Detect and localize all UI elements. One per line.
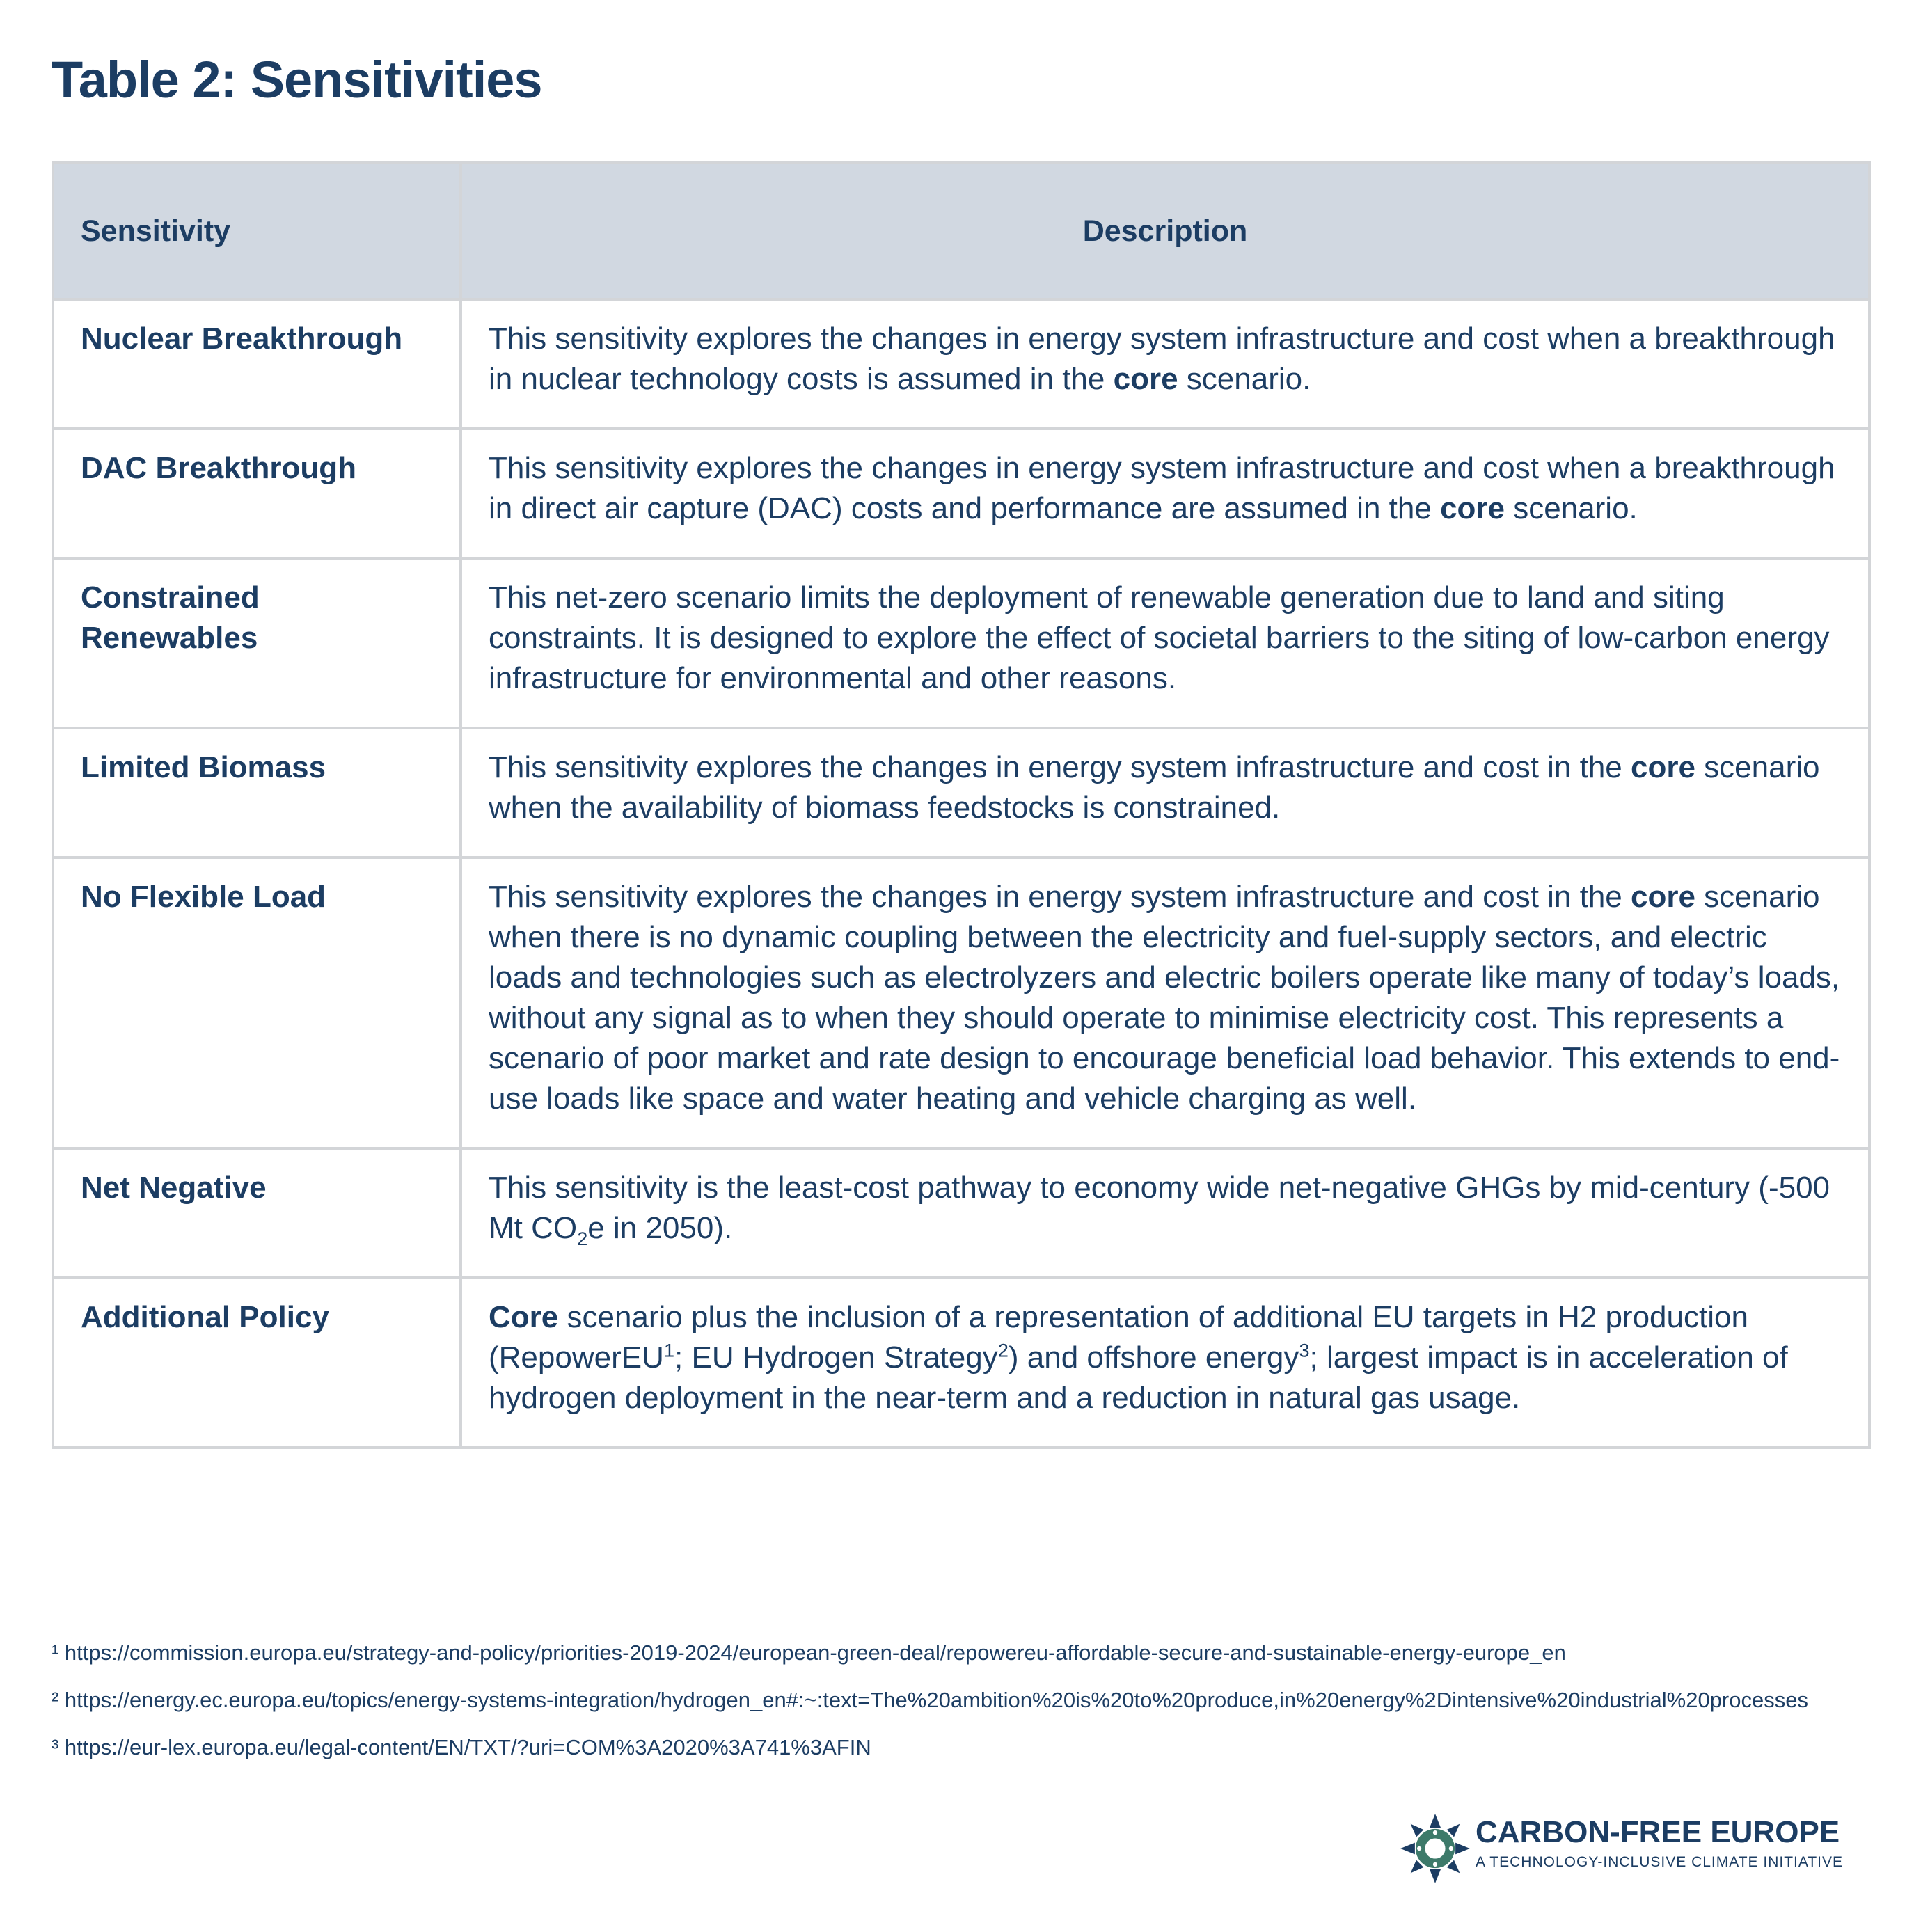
description-text: core: [1631, 750, 1695, 784]
description-text: This sensitivity explores the changes in energy system infrastructure and cost when a breakthrough in nuclear technology costs is assumed in the: [489, 322, 1835, 396]
table-body: [53, 299, 1869, 1448]
description-text: e in 2050).: [587, 1211, 733, 1245]
description-text: scenario when there is no dynamic coupling between the electricity and fuel-supply sectors, and electric loads and technologies such as electrolyzers and electric boilers operate like many of today’s loads, without any signal as to when they should operate to minimise electricity cost. This represents a scenario of poor market and rate design to encourage beneficial load behavior. This extends to end-use loads like space and water heating and vehicle charging as well.: [489, 880, 1840, 1116]
sensitivity-description: [461, 1148, 1869, 1278]
table-row: [53, 1278, 1869, 1448]
table-row: [53, 1148, 1869, 1278]
sensitivity-description: [461, 1278, 1869, 1448]
description-text: scenario when the availability of biomass feedstocks is constrained.: [489, 750, 1820, 825]
table-header-row: [53, 163, 1869, 299]
description-text: core: [1440, 491, 1505, 525]
logo-tagline: A TECHNOLOGY-INCLUSIVE CLIMATE INITIATIVE: [1476, 1854, 1843, 1870]
table-row: [53, 728, 1869, 857]
sensitivity-name: No Flexible Load: [53, 857, 461, 1148]
description-text: 2: [577, 1227, 588, 1249]
sensitivity-description: [461, 558, 1869, 728]
description-text: core: [1631, 880, 1695, 914]
description-text: core: [1113, 362, 1178, 396]
description-text: scenario.: [1178, 362, 1311, 396]
description-text: Core: [489, 1300, 559, 1334]
sensitivity-name: Limited Biomass: [53, 728, 461, 857]
sensitivity-name: Additional Policy: [53, 1278, 461, 1448]
sensitivity-description: [461, 857, 1869, 1148]
sensitivities-table: [52, 161, 1871, 1449]
footnote: ¹ https://commission.europa.eu/strategy-and-policy/priorities-2019-2024/european-green-deal/repowereu-affordable-secure-and-sustainable-energy-europe_en: [52, 1640, 1566, 1665]
footnotes: [52, 1641, 1861, 1783]
footnote: ² https://energy.ec.europa.eu/topics/energy-systems-integration/hydrogen_en#:~:text=The%20ambition%20is%20to%20produce,in%20energy%2Dintensive%20industrial%20processes: [52, 1688, 1808, 1712]
sensitivity-name: Net Negative: [53, 1148, 461, 1278]
carbon-free-europe-logo: [1399, 1812, 1872, 1889]
description-text: scenario.: [1505, 491, 1638, 525]
description-text: This sensitivity explores the changes in energy system infrastructure and cost in the: [489, 880, 1631, 914]
footnote: ³ https://eur-lex.europa.eu/legal-content/EN/TXT/?uri=COM%3A2020%3A741%3AFIN: [52, 1735, 871, 1759]
description-text: ) and offshore energy: [1008, 1340, 1299, 1375]
description-text: 1: [663, 1339, 675, 1361]
description-text: This sensitivity explores the changes in energy system infrastructure and cost when a breakthrough in direct air capture (DAC) costs and performance are assumed in the: [489, 451, 1835, 525]
table-row: [53, 558, 1869, 728]
description-text: scenario plus the inclusion of a representation of additional EU targets in H2 production (RepowerEU: [489, 1300, 1748, 1375]
sensitivity-name: Nuclear Breakthrough: [53, 299, 461, 429]
sensitivity-name: DAC Breakthrough: [53, 429, 461, 558]
description-text: 2: [997, 1339, 1009, 1361]
table-row: [53, 429, 1869, 558]
page-title: Table 2: Sensitivities: [52, 51, 542, 109]
sensitivity-description: [461, 728, 1869, 857]
table-row: [53, 857, 1869, 1148]
description-text: 3: [1299, 1339, 1310, 1361]
header-description: Description: [461, 163, 1869, 299]
sensitivity-description: [461, 429, 1869, 558]
carbon-free-europe-star-icon: [1399, 1812, 1471, 1885]
logo-name: CARBON-FREE EUROPE: [1476, 1815, 1840, 1849]
header-sensitivity: Sensitivity: [53, 163, 461, 299]
description-text: This sensitivity explores the changes in energy system infrastructure and cost in the: [489, 750, 1631, 784]
description-text: ; largest impact is in acceleration of hydrogen deployment in the near-term and a reduction in natural gas usage.: [489, 1340, 1788, 1415]
description-text: This sensitivity is the least-cost pathway to economy wide net-negative GHGs by mid-century (-500 Mt CO: [489, 1171, 1830, 1245]
sensitivity-name: Constrained Renewables: [53, 558, 461, 728]
table-row: [53, 299, 1869, 429]
description-text: This net-zero scenario limits the deployment of renewable generation due to land and siting constraints. It is designed to explore the effect of societal barriers to the siting of low-carbon energy infrastructure for environmental and other reasons.: [489, 580, 1830, 695]
sensitivity-description: [461, 299, 1869, 429]
description-text: ; EU Hydrogen Strategy: [674, 1340, 998, 1375]
